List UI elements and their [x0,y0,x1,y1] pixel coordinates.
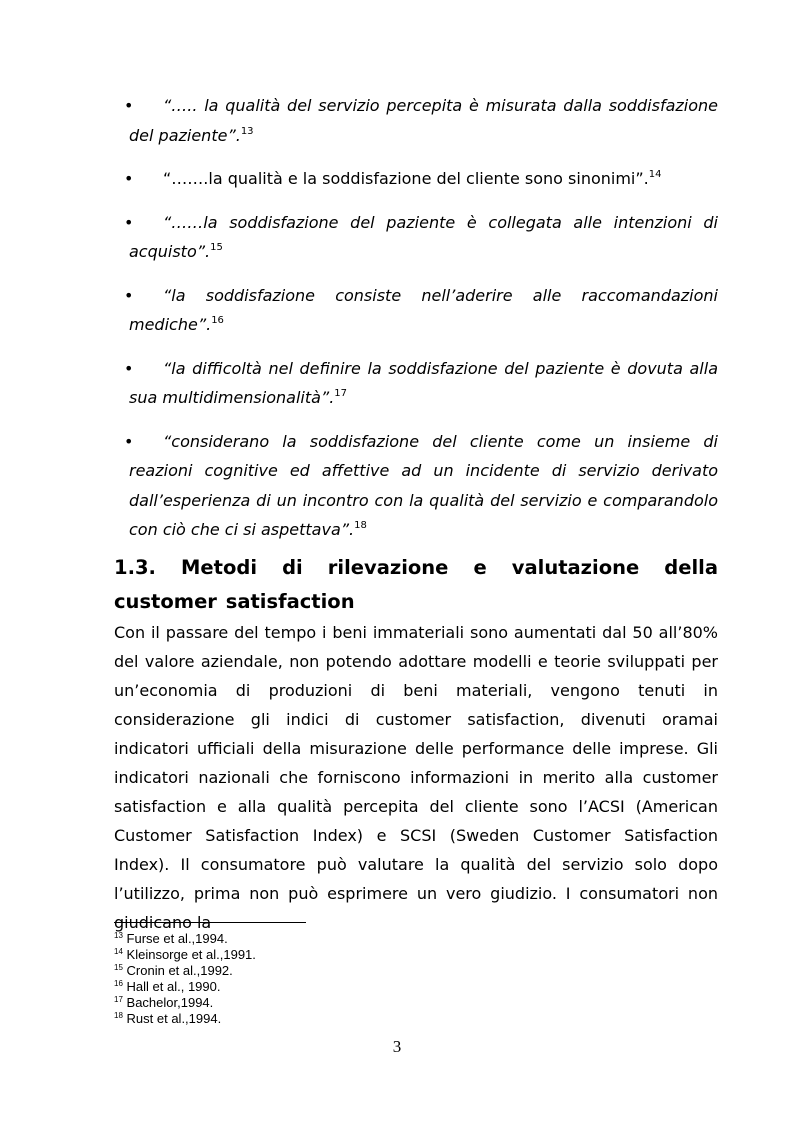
footnote-text: Bachelor,1994. [126,995,214,1010]
quote-text: “considerano la soddisfazione del cliente come un insieme di reazioni cognitive ed affettive ad un incidente di servizio derivato dall’esperienza di un incontro con la qualità del servizio e comparandolo con ciò che ci si aspettava”. [129,431,718,539]
footnote-ref: 13 [240,125,254,137]
footnote-number: 13 [114,931,123,940]
footnote-number: 15 [114,963,123,972]
list-item [124,208,718,267]
footnote-text: Hall et al., 1990. [126,979,221,994]
list-item [124,91,718,150]
bullet-icon: • [124,169,134,188]
footnote-ref: 17 [334,388,348,399]
bullet-icon: • [124,285,134,305]
quote-text: “la difficoltà nel definire la soddisfazione del paziente è dovuta alla sua multidimensionalità”. [129,358,718,407]
bullet-icon: • [124,96,134,115]
list-item [124,164,718,194]
footnote-ref: 16 [211,315,224,326]
footnote-text: Kleinsorge et al.,1991. [126,947,256,962]
quote-text: “…….la qualità e la soddisfazione del cliente sono sinonimi”. [163,169,649,188]
footnote-number: 14 [114,947,123,956]
quote-text: “….. la qualità del servizio percepita è misurata dalla soddisfazione del paziente”. [129,96,718,145]
page-number: 3 [392,1037,402,1056]
quote-list [124,91,718,559]
body-paragraph [114,618,718,937]
footnote-divider [114,922,306,923]
bullet-icon: • [124,212,134,232]
list-item [124,281,718,340]
footnote [114,963,514,979]
list-item [124,427,718,545]
quote-text: “……la soddisfazione del paziente è collegata alle intenzioni di acquisto”. [129,212,718,261]
footnote [114,979,514,995]
section-heading: 1.3. Metodi di rilevazione e valutazione della customer satisfaction [114,556,718,613]
footnote [114,1011,514,1027]
footnote-ref: 18 [354,520,367,531]
footnote-number: 16 [114,979,123,988]
paragraph-text: Con il passare del tempo i beni immateriali sono aumentati dal 50 all’80% del valore aziendale, non potendo adottare modelli e teorie sviluppati per un’economia di produzioni di beni materiali, vengono tenuti in considerazione gli indici di customer satisfaction, divenuti oramai indicatori ufficiali della misurazione delle performance delle imprese. Gli indicatori nazionali che forniscono informazioni in merito alla customer satisfaction e alla qualità percepita del cliente sono l’ACSI (American Customer Satisfaction Index) e SCSI (Sweden Customer Satisfaction Index). Il consumatore può valutare la qualità del servizio solo dopo l’utilizzo, prima non può esprimere un vero giudizio. I consumatori non giudicano la [114,623,718,932]
footnote-ref: 15 [210,242,223,253]
footnote-text: Rust et al.,1994. [126,1011,222,1026]
footnote-ref: 14 [648,169,662,180]
footnote [114,995,514,1011]
bullet-icon: • [124,431,134,451]
footnote [114,931,514,947]
quote-text: “la soddisfazione consiste nell’aderire alle raccomandazioni mediche”. [129,285,718,334]
footnote-number: 18 [114,1011,123,1020]
bullet-icon: • [124,358,134,378]
footnote-text: Cronin et al.,1992. [126,963,233,978]
footnote-text: Furse et al.,1994. [126,931,228,946]
footnote-number: 17 [114,995,123,1004]
list-item [124,354,718,413]
footnotes [114,931,514,1027]
footnote [114,947,514,963]
